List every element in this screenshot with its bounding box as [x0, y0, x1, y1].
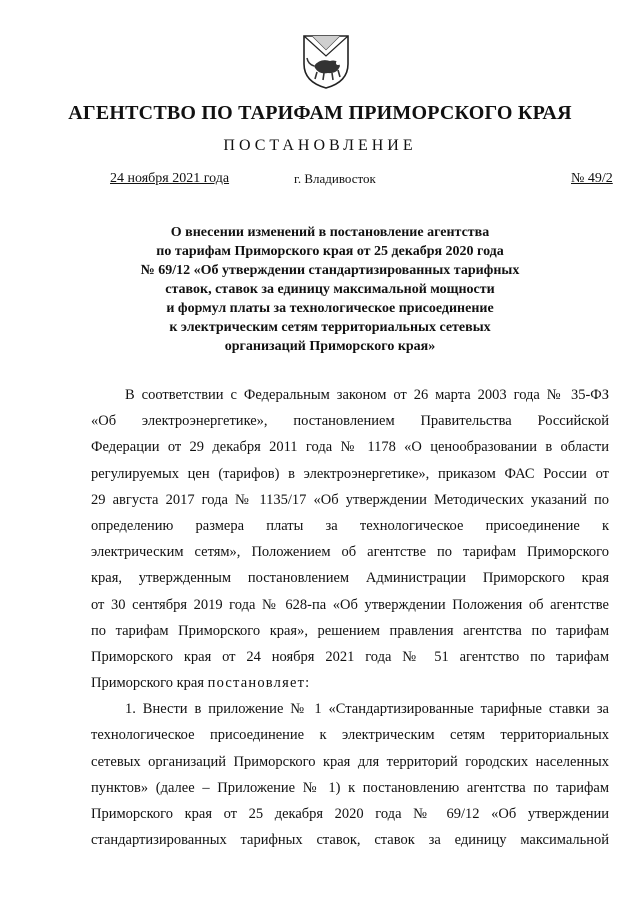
- item-line: сетевых организаций Приморского края для территорий городских населенных: [91, 753, 609, 770]
- item-line: стандартизированных тарифных ставок, ставок за единицу максимальной: [91, 832, 609, 849]
- coat-of-arms-icon: [300, 30, 352, 90]
- body-line: от 30 сентября 2019 года № 628-па «Об утверждении Положения об агентстве: [91, 596, 609, 613]
- document-number: № 49/2: [571, 171, 613, 186]
- body-line: В соответствии с Федеральным законом от 26 марта 2003 года № 35-ФЗ: [125, 387, 609, 403]
- item-line: технологическое присоединение к электрическим сетям территориальных: [91, 727, 609, 744]
- resolves-prefix: Приморского края: [91, 675, 208, 692]
- resolves-line: [91, 670, 609, 696]
- body-line: Приморского края от 24 ноября 2021 года № 51 агентство по тарифам: [91, 648, 609, 665]
- title-line: № 69/12 «Об утверждении стандартизированных тарифных: [140, 263, 520, 278]
- title-line: О внесении изменений в постановление агентства: [170, 225, 490, 240]
- title-line: ставок, ставок за единицу максимальной мощности: [165, 282, 495, 297]
- title-line: по тарифам Приморского края от 25 декабря 2020 года: [156, 244, 504, 259]
- document-title: [130, 223, 530, 356]
- resolves-word: постановляет:: [207, 675, 311, 692]
- body-line: «Об электроэнергетике», постановлением Правительства Российской: [91, 413, 609, 430]
- item-line: 1. Внести в приложение № 1 «Стандартизированные тарифные ставки за: [125, 701, 609, 718]
- body-line: по тарифам Приморского края», решением правления агентства по тарифам: [91, 622, 609, 639]
- item-line: Приморского края от 25 декабря 2020 года № 69/12 «Об утверждении: [91, 806, 609, 822]
- body-line: регулируемых цен (тарифов) в электроэнергетике», приказом ФАС России от: [91, 465, 609, 482]
- title-line: к электрическим сетям территориальных сетевых: [169, 320, 491, 335]
- document-body: [91, 382, 609, 853]
- item-line: пунктов» (далее – Приложение № 1) к постановлению агентства по тарифам: [91, 779, 609, 796]
- agency-name: АГЕНТСТВО ПО ТАРИФАМ ПРИМОРСКОГО КРАЯ: [68, 102, 572, 124]
- title-line: и формул платы за технологическое присоединение: [166, 301, 494, 316]
- title-line: организаций Приморского края»: [224, 339, 436, 354]
- body-line: 29 августа 2017 года № 1135/17 «Об утверждении Методических указаний по: [91, 491, 609, 508]
- body-line: определению размера платы за технологическое присоединение к: [91, 517, 609, 534]
- body-line: Федерации от 29 декабря 2011 года № 1178 «О ценообразовании в области: [91, 439, 609, 456]
- document-date: 24 ноября 2021 года: [110, 171, 230, 186]
- document-type: ПОСТАНОВЛЕНИЕ: [223, 137, 417, 154]
- document-city: г. Владивосток: [294, 171, 376, 186]
- body-line: края, утвержденным постановлением Администрации Приморского края: [91, 570, 609, 587]
- body-line: электрическим сетям», Положением об агентстве по тарифам Приморского: [91, 544, 609, 561]
